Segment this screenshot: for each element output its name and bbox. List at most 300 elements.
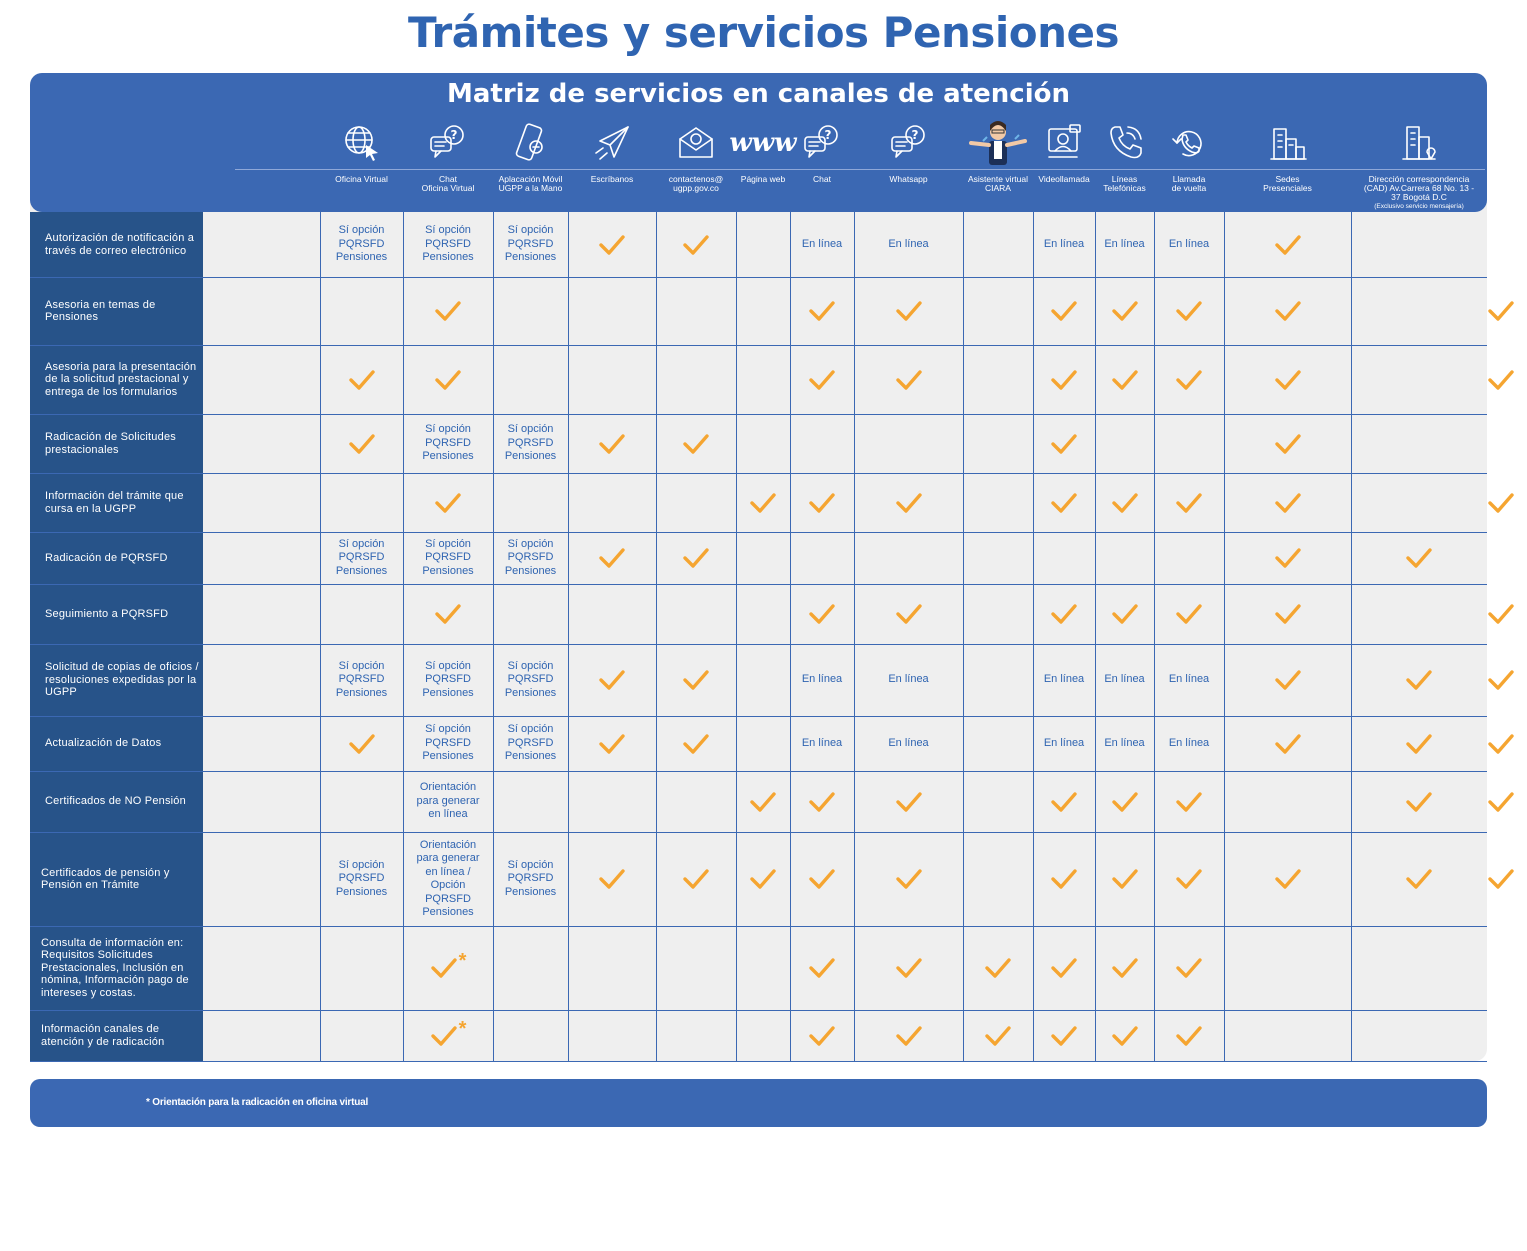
- check-icon: [434, 492, 462, 514]
- check-icon: [808, 791, 836, 813]
- matrix-cell: [963, 473, 1033, 532]
- matrix-cell: [854, 345, 963, 414]
- check-icon: [1487, 733, 1515, 755]
- matrix-cell: [656, 644, 736, 716]
- check-icon: [1050, 957, 1078, 979]
- cell-text: Sí opción PQRSFD Pensiones: [504, 659, 557, 699]
- matrix-cell: [736, 473, 790, 532]
- svg-text:?: ?: [450, 128, 458, 142]
- matrix-cell: [1095, 1010, 1154, 1061]
- cell-text: Sí opción PQRSFD Pensiones: [504, 423, 557, 463]
- svg-text:?: ?: [911, 128, 918, 142]
- check-icon: [895, 957, 923, 979]
- matrix-cell: [1154, 414, 1224, 473]
- matrix-cell: [493, 584, 568, 644]
- matrix-cell: [1154, 832, 1224, 926]
- check-icon: [1487, 791, 1515, 813]
- cell-text: En línea: [1043, 673, 1085, 686]
- matrix-cell: [963, 277, 1033, 345]
- matrix-cell: [568, 277, 656, 345]
- matrix-cell: [854, 584, 963, 644]
- matrix-cell: [790, 212, 854, 277]
- matrix-cell: [736, 771, 790, 832]
- check-icon: [1405, 733, 1433, 755]
- footnote-text: * Orientación para la radicación en oficina virtual: [146, 1097, 369, 1108]
- matrix-cell: [1487, 644, 1515, 716]
- matrix-cell: [736, 584, 790, 644]
- matrix-cell: [854, 771, 963, 832]
- check-icon: [1274, 603, 1302, 625]
- cell-text: Sí opción PQRSFD Pensiones: [422, 537, 474, 577]
- matrix-cell: [963, 212, 1033, 277]
- matrix-cell: [1095, 716, 1154, 771]
- matrix-cell: [1033, 212, 1095, 277]
- matrix-cell: [736, 414, 790, 473]
- matrix-cell: [568, 1010, 656, 1061]
- matrix-cell: [1224, 832, 1351, 926]
- matrix-cell: [493, 414, 568, 473]
- matrix-cell: [1095, 926, 1154, 1010]
- channel-chat_oficina: [403, 119, 493, 211]
- svg-text:www: www: [729, 128, 797, 158]
- matrix-cell: [854, 926, 963, 1010]
- matrix-cell: [1224, 473, 1351, 532]
- check-icon: [1050, 300, 1078, 322]
- matrix-cell: [568, 212, 656, 277]
- check-icon: [348, 733, 376, 755]
- matrix-cell: [1033, 532, 1095, 584]
- matrix-cell: [656, 584, 736, 644]
- matrix-cell: [790, 345, 854, 414]
- check-icon: [808, 603, 836, 625]
- check-icon: [598, 868, 626, 890]
- buildings-icon: [1224, 123, 1351, 163]
- matrix-cell: [493, 832, 568, 926]
- check-icon: [1050, 433, 1078, 455]
- check-icon: [808, 369, 836, 391]
- matrix-cell: [1224, 277, 1351, 345]
- matrix-cell: [1154, 644, 1224, 716]
- check-icon: [598, 234, 626, 256]
- matrix-cell: [790, 832, 854, 926]
- matrix-cell: [736, 832, 790, 926]
- matrix-cell: [1095, 771, 1154, 832]
- channel-whatsapp: [854, 119, 963, 211]
- check-icon: [1487, 669, 1515, 691]
- channel-label: Dirección correspondencia (CAD) Av.Carrera 68 No. 13 - 37 Bogotá D.C (Exclusivo servicio mensajería): [1351, 175, 1487, 211]
- virtual-assistant-icon: [963, 123, 1033, 163]
- matrix-cell: [403, 771, 493, 832]
- check-icon: [895, 300, 923, 322]
- check-icon: [1050, 1025, 1078, 1047]
- check-icon: [1175, 300, 1203, 322]
- check-icon: [682, 433, 710, 455]
- matrix-cell: [736, 345, 790, 414]
- matrix-cell: [1351, 926, 1487, 1010]
- channel-llamada: [1154, 119, 1224, 211]
- matrix-cell: [1033, 345, 1095, 414]
- matrix-cell: [1351, 771, 1487, 832]
- check-icon: [434, 300, 462, 322]
- matrix-cell: [1351, 532, 1487, 584]
- matrix-cell: [854, 716, 963, 771]
- matrix-cell: [320, 532, 403, 584]
- mobile-phone-icon: [493, 123, 568, 163]
- matrix-cell: [1351, 345, 1487, 414]
- matrix-cell: [320, 1010, 403, 1061]
- matrix-title: Matriz de servicios en canales de atención: [447, 79, 1070, 109]
- matrix-cell: [1351, 473, 1487, 532]
- matrix-cell: [1224, 345, 1351, 414]
- matrix-cell: [854, 832, 963, 926]
- matrix-cell: [568, 926, 656, 1010]
- matrix-cell: [1351, 277, 1487, 345]
- matrix-cell: [1033, 414, 1095, 473]
- check-icon: [598, 547, 626, 569]
- check-icon: [1487, 868, 1515, 890]
- cell-text: En línea: [1104, 736, 1145, 749]
- matrix-cell: [320, 345, 403, 414]
- matrix-cell: [963, 771, 1033, 832]
- matrix-cell: [656, 716, 736, 771]
- matrix-cell: [320, 644, 403, 716]
- cell-text: En línea: [801, 673, 843, 686]
- matrix-cell: [854, 414, 963, 473]
- matrix-cell: [854, 1010, 963, 1061]
- matrix-cell: [320, 473, 403, 532]
- matrix-cell: [1224, 926, 1351, 1010]
- matrix-cell: [1224, 212, 1351, 277]
- matrix-cell: [1487, 345, 1515, 414]
- check-icon: [1405, 868, 1433, 890]
- check-icon: [1050, 603, 1078, 625]
- check-icon: [1405, 669, 1433, 691]
- cell-text: Sí opción PQRSFD Pensiones: [422, 659, 474, 699]
- matrix-cell: [1095, 644, 1154, 716]
- matrix-cell: [1487, 716, 1515, 771]
- channel-email: [656, 119, 736, 211]
- matrix-cell: [854, 532, 963, 584]
- matrix-cell: [963, 584, 1033, 644]
- cell-text: Sí opción PQRSFD Pensiones: [335, 537, 388, 577]
- cell-text: En línea: [1104, 673, 1145, 686]
- channel-oficina: [320, 119, 403, 211]
- check-icon: [749, 791, 777, 813]
- matrix-cell: [736, 532, 790, 584]
- matrix-cell: [320, 277, 403, 345]
- matrix-cell: [568, 771, 656, 832]
- cell-text: Sí opción PQRSFD Pensiones: [504, 858, 557, 898]
- matrix-cell: [568, 473, 656, 532]
- check-icon: [1175, 868, 1203, 890]
- www-icon: [729, 123, 797, 163]
- check-icon: [749, 868, 777, 890]
- check-icon: [1274, 669, 1302, 691]
- check-icon: [1111, 369, 1139, 391]
- check-icon: [1175, 791, 1203, 813]
- footnote-marker: *: [458, 950, 467, 973]
- matrix-cell: [1487, 584, 1515, 644]
- matrix-cell: [1033, 1010, 1095, 1061]
- matrix-cell: [568, 584, 656, 644]
- channel-app: [493, 119, 568, 211]
- check-icon: [1274, 300, 1302, 322]
- matrix-cell: [568, 832, 656, 926]
- svg-text:?: ?: [824, 128, 832, 142]
- matrix-cell: [568, 414, 656, 473]
- check-icon: [984, 1025, 1012, 1047]
- phone-icon: [1095, 123, 1154, 163]
- check-icon: [1111, 791, 1139, 813]
- matrix-cell: [403, 532, 493, 584]
- matrix-cell: [403, 584, 493, 644]
- channel-escribanos: [568, 119, 656, 211]
- cell-text: En línea: [888, 673, 929, 686]
- matrix-cell: [320, 414, 403, 473]
- check-icon: [1274, 733, 1302, 755]
- chat-question-icon: [790, 123, 854, 163]
- matrix-cell: [1154, 212, 1224, 277]
- matrix-cell: [1351, 414, 1487, 473]
- matrix-cell: [568, 644, 656, 716]
- check-icon: [682, 669, 710, 691]
- matrix-cell: [403, 277, 493, 345]
- check-icon: [1175, 369, 1203, 391]
- matrix-cell: [1351, 832, 1487, 926]
- matrix-cell: [493, 532, 568, 584]
- matrix-cell: [656, 771, 736, 832]
- matrix-cell: [1154, 532, 1224, 584]
- matrix-cell: [403, 1010, 493, 1061]
- cell-text: En línea: [1104, 237, 1145, 250]
- matrix-cell: [790, 414, 854, 473]
- matrix-cell: [1095, 584, 1154, 644]
- matrix-cell: [1351, 212, 1487, 277]
- matrix-cell: [963, 644, 1033, 716]
- matrix-cell: [1095, 212, 1154, 277]
- cell-text: En línea: [1168, 736, 1210, 749]
- matrix-cell: [1095, 345, 1154, 414]
- matrix-cell: [1487, 832, 1515, 926]
- cell-text: Sí opción PQRSFD Pensiones: [422, 224, 474, 264]
- check-icon: [434, 603, 462, 625]
- matrix-cell: [790, 584, 854, 644]
- matrix-cell: [1095, 473, 1154, 532]
- matrix-cell: [403, 716, 493, 771]
- cell-text: Sí opción PQRSFD Pensiones: [335, 858, 388, 898]
- check-icon: [1111, 300, 1139, 322]
- check-icon: [682, 234, 710, 256]
- matrix-cell: [568, 345, 656, 414]
- cell-text: En línea: [888, 736, 929, 749]
- matrix-cell: [854, 644, 963, 716]
- check-icon: [1274, 433, 1302, 455]
- row-label: Certificados de NO Pensión: [45, 795, 186, 808]
- matrix-cell: [493, 926, 568, 1010]
- matrix-cell: [320, 584, 403, 644]
- paper-plane-icon: [568, 123, 656, 163]
- matrix-cell: [1224, 532, 1351, 584]
- matrix-cell: [493, 277, 568, 345]
- check-icon: [430, 957, 458, 979]
- check-icon: [808, 1025, 836, 1047]
- check-icon: [682, 547, 710, 569]
- matrix-cell: [1224, 644, 1351, 716]
- footnote-marker: *: [458, 1017, 467, 1040]
- check-icon: [808, 492, 836, 514]
- check-icon: [895, 492, 923, 514]
- matrix-cell: [320, 926, 403, 1010]
- channel-chat: [790, 119, 854, 211]
- check-icon: [1111, 603, 1139, 625]
- matrix-cell: [493, 212, 568, 277]
- matrix-cell: [403, 345, 493, 414]
- matrix-cell: [1033, 473, 1095, 532]
- row-label: Actualización de Datos: [45, 737, 162, 750]
- matrix-cell: [1154, 473, 1224, 532]
- cell-text: Sí opción PQRSFD Pensiones: [335, 224, 388, 264]
- matrix-cell: [790, 771, 854, 832]
- row-divider: [30, 1061, 1487, 1062]
- cell-text: Orientación para generar en línea: [416, 781, 480, 821]
- check-icon: [1111, 957, 1139, 979]
- matrix-cell: [1095, 532, 1154, 584]
- cell-text: En línea: [888, 237, 929, 250]
- chat-question-icon: [403, 123, 493, 163]
- video-call-icon: [1033, 123, 1095, 163]
- matrix-cell: [568, 716, 656, 771]
- check-icon: [1050, 492, 1078, 514]
- row-label: Seguimiento a PQRSFD: [45, 607, 169, 620]
- check-icon: [1175, 603, 1203, 625]
- service-matrix: [30, 73, 1527, 1061]
- matrix-cell: [656, 832, 736, 926]
- check-icon: [1111, 492, 1139, 514]
- matrix-cell: [1351, 644, 1487, 716]
- row-label: Autorización de notificación a través de correo electrónico: [45, 232, 195, 257]
- callback-phone-icon: [1154, 123, 1224, 163]
- check-icon: [1487, 603, 1515, 625]
- matrix-cell: [320, 212, 403, 277]
- matrix-cell: [736, 1010, 790, 1061]
- matrix-cell: [963, 345, 1033, 414]
- matrix-cell: [320, 716, 403, 771]
- matrix-cell: [656, 414, 736, 473]
- check-icon: [1050, 791, 1078, 813]
- envelope-at-icon: [656, 123, 736, 163]
- cell-text: En línea: [801, 736, 843, 749]
- matrix-cell: [1487, 771, 1515, 832]
- matrix-cell: [963, 1010, 1033, 1061]
- matrix-cell: [736, 716, 790, 771]
- check-icon: [1487, 369, 1515, 391]
- page-title: Trámites y servicios Pensiones: [408, 8, 1119, 57]
- channel-label: Chat: [813, 174, 831, 184]
- matrix-cell: [568, 532, 656, 584]
- check-icon: [682, 868, 710, 890]
- matrix-cell: [1224, 584, 1351, 644]
- matrix-cell: [493, 345, 568, 414]
- check-icon: [808, 300, 836, 322]
- matrix-cell: [1154, 1010, 1224, 1061]
- channel-label: Llamada de vuelta: [1171, 174, 1207, 193]
- matrix-cell: [1033, 832, 1095, 926]
- matrix-cell: [736, 644, 790, 716]
- matrix-cell: [493, 771, 568, 832]
- matrix-cell: [1154, 345, 1224, 414]
- matrix-cell: [656, 473, 736, 532]
- check-icon: [808, 957, 836, 979]
- matrix-cell: [656, 277, 736, 345]
- matrix-cell: [790, 1010, 854, 1061]
- cell-text: En línea: [801, 237, 843, 250]
- matrix-cell: [1033, 926, 1095, 1010]
- channel-label: Oficina Virtual: [335, 174, 388, 184]
- check-icon: [984, 957, 1012, 979]
- row-label: Solicitud de copias de oficios / resoluciones expedidas por la UGPP: [45, 661, 199, 699]
- row-label: Certificados de pensión y Pensión en Trámite: [41, 866, 170, 891]
- channel-label: Aplacación Móvil UGPP a la Mano: [498, 174, 563, 193]
- row-label: Información del trámite que cursa en la UGPP: [45, 490, 184, 515]
- matrix-cell: [854, 212, 963, 277]
- check-icon: [895, 868, 923, 890]
- matrix-cell: [1095, 832, 1154, 926]
- matrix-cell: [493, 473, 568, 532]
- matrix-cell: [963, 532, 1033, 584]
- matrix-cell: [1033, 771, 1095, 832]
- check-icon: [1274, 492, 1302, 514]
- row-label: Radicación de Solicitudes prestacionales: [45, 431, 176, 456]
- channel-label: contactenos@ ugpp.gov.co: [668, 174, 724, 193]
- matrix-cell: [854, 277, 963, 345]
- matrix-header: Matriz de servicios en canales de atención Oficina Virtual ? Chat Oficina Virtual Aplacación Móvil UGPP a la Mano Escríbanos contactenos@ ugpp.gov.co www Página web ? Chat ? Whatsapp Asistente virtual CIARA Videollamada Líneas Telefónicas Llamada de vuelta Sedes Presenciales Dirección correspondencia (CAD) Av.Carrera 68 No. 13 - 37 Bogotá D.C (Exclusivo servicio mensajería) Atención virtual (ciudades): [30, 73, 1487, 212]
- matrix-cell: [790, 277, 854, 345]
- check-icon: [895, 1025, 923, 1047]
- matrix-cell: [1224, 771, 1351, 832]
- matrix-cell: [403, 832, 493, 926]
- matrix-cell: [1351, 584, 1487, 644]
- cell-text: Sí opción PQRSFD Pensiones: [422, 723, 474, 763]
- row-label: Asesoria para la presentación de la solicitud prestacional y entrega de los formularios: [45, 360, 197, 398]
- matrix-cell: [1154, 771, 1224, 832]
- check-icon: [1111, 1025, 1139, 1047]
- matrix-cell: [736, 212, 790, 277]
- matrix-cell: [403, 414, 493, 473]
- matrix-cell: [656, 532, 736, 584]
- matrix-cell: [1224, 414, 1351, 473]
- check-icon: [1274, 547, 1302, 569]
- channel-label: Chat Oficina Virtual: [421, 174, 475, 193]
- check-icon: [1050, 369, 1078, 391]
- check-icon: [808, 868, 836, 890]
- cell-text: En línea: [1043, 237, 1085, 250]
- matrix-cell: [1351, 716, 1487, 771]
- channel-label: Escríbanos: [590, 174, 634, 184]
- globe-cursor-icon: [320, 123, 403, 163]
- matrix-cell: [493, 1010, 568, 1061]
- row-label: Radicación de PQRSFD: [45, 551, 168, 564]
- channel-label: Página web: [740, 174, 786, 184]
- matrix-cell: [320, 771, 403, 832]
- matrix-cell: [656, 345, 736, 414]
- matrix-cell: [790, 926, 854, 1010]
- channel-video: [1033, 119, 1095, 211]
- check-icon: [598, 433, 626, 455]
- check-icon: [1487, 492, 1515, 514]
- row-label: Información canales de atención y de radicación: [41, 1023, 165, 1048]
- matrix-cell: [493, 644, 568, 716]
- matrix-cell: [403, 473, 493, 532]
